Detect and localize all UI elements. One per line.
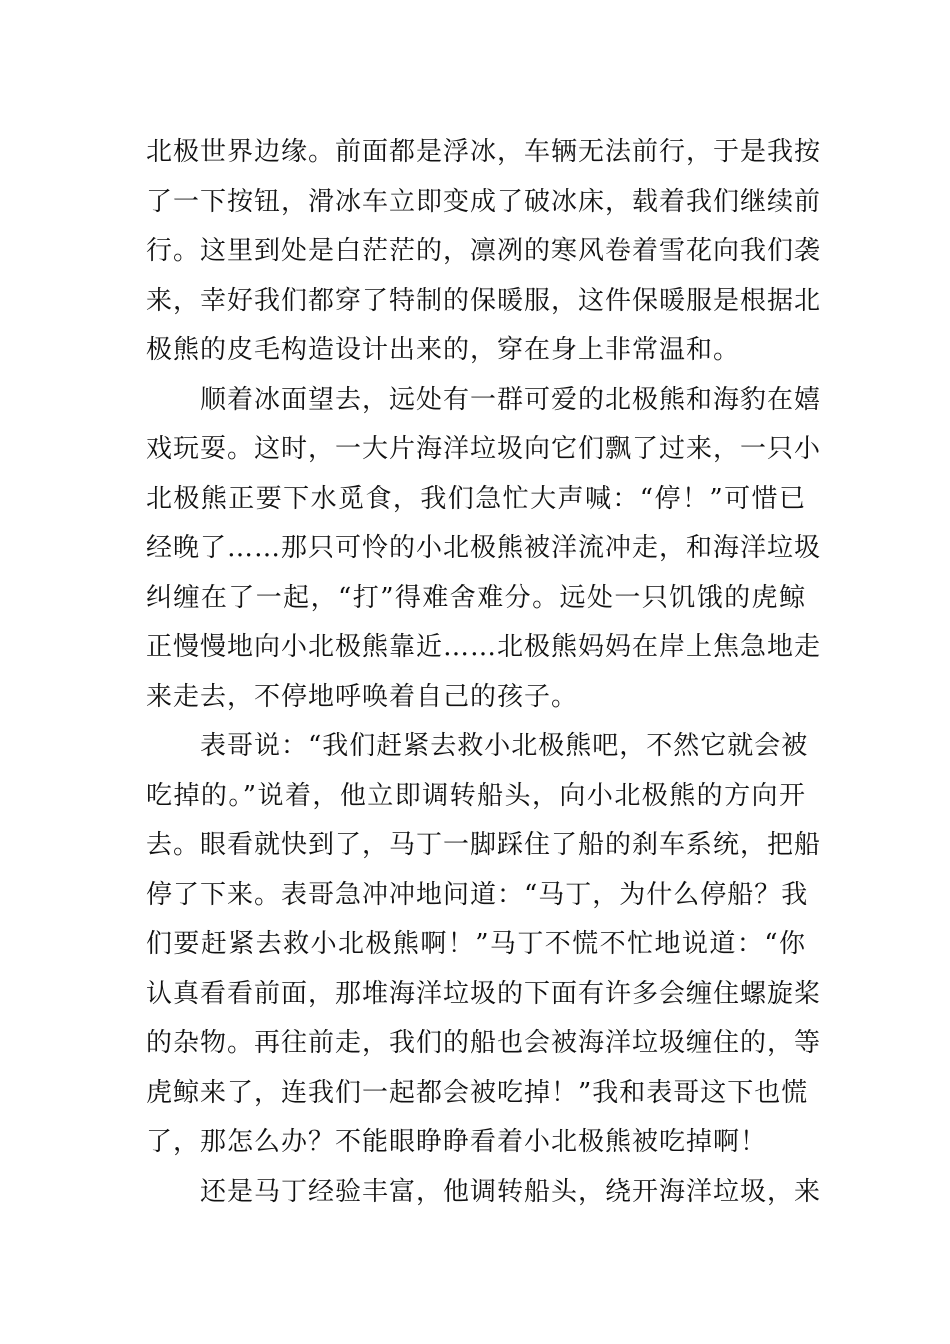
paragraph — [146, 722, 822, 1168]
paragraph — [146, 1168, 822, 1218]
document-page — [146, 128, 822, 1217]
text-line: 吃掉的。”说着，他立即调转船头，向小北极熊的方向开 — [146, 780, 806, 811]
text-line: 了一下按钮，滑冰车立即变成了破冰床，载着我们继续前 — [146, 186, 822, 217]
text-line: 极熊的皮毛构造设计出来的，穿在身上非常温和。 — [146, 335, 741, 365]
text-line: 戏玩耍。这时，一大片海洋垃圾向它们飘了过来，一只小 — [146, 434, 822, 464]
text-line: 来走去，不停地呼唤着自己的孩子。 — [146, 681, 579, 712]
text-line: 停了下来。表哥急冲冲地问道：“马丁，为什么停船？我 — [146, 879, 809, 910]
text-line: 虎鲸来了，连我们一起都会被吃掉！”我和表哥这下也慌 — [146, 1077, 809, 1108]
text-line: 认真看看前面，那堆海洋垃圾的下面有许多会缠住螺旋桨 — [146, 978, 822, 1009]
paragraph — [146, 376, 822, 723]
text-line: 北极熊正要下水觅食，我们急忙大声喊：“停！”可惜已 — [146, 483, 806, 514]
paragraph — [146, 128, 822, 376]
text-line: 的杂物。再往前走，我们的船也会被海洋垃圾缠住的，等 — [146, 1028, 822, 1058]
text-line: 去。眼看就快到了，马丁一脚踩住了船的刹车系统，把船 — [146, 830, 822, 860]
text-line: 纠缠在了一起，“打”得难舍难分。远处一只饥饿的虎鲸 — [146, 582, 806, 613]
text-line: 经晚了……那只可怜的小北极熊被洋流冲走，和海洋垃圾 — [146, 533, 822, 563]
text-line: 表哥说：“我们赶紧去救小北极熊吧，不然它就会被 — [200, 731, 809, 761]
text-line: 正慢慢地向小北极熊靠近……北极熊妈妈在岸上焦急地走 — [146, 632, 822, 662]
text-line: 还是马丁经验丰富，他调转船头，绕开海洋垃圾，来 — [200, 1176, 822, 1207]
text-line: 顺着冰面望去，远处有一群可爱的北极熊和海豹在嬉 — [200, 384, 822, 415]
text-line: 们要赶紧去救小北极熊啊！”马丁不慌不忙地说道：“你 — [146, 929, 806, 959]
text-line: 北极世界边缘。前面都是浮冰，车辆无法前行，于是我按 — [146, 137, 822, 167]
text-line: 来，幸好我们都穿了特制的保暖服，这件保暖服是根据北 — [146, 285, 822, 316]
text-line: 行。这里到处是白茫茫的，凛冽的寒风卷着雪花向我们袭 — [146, 236, 822, 266]
text-line: 了，那怎么办？不能眼睁睁看着小北极熊被吃掉啊！ — [146, 1127, 768, 1157]
